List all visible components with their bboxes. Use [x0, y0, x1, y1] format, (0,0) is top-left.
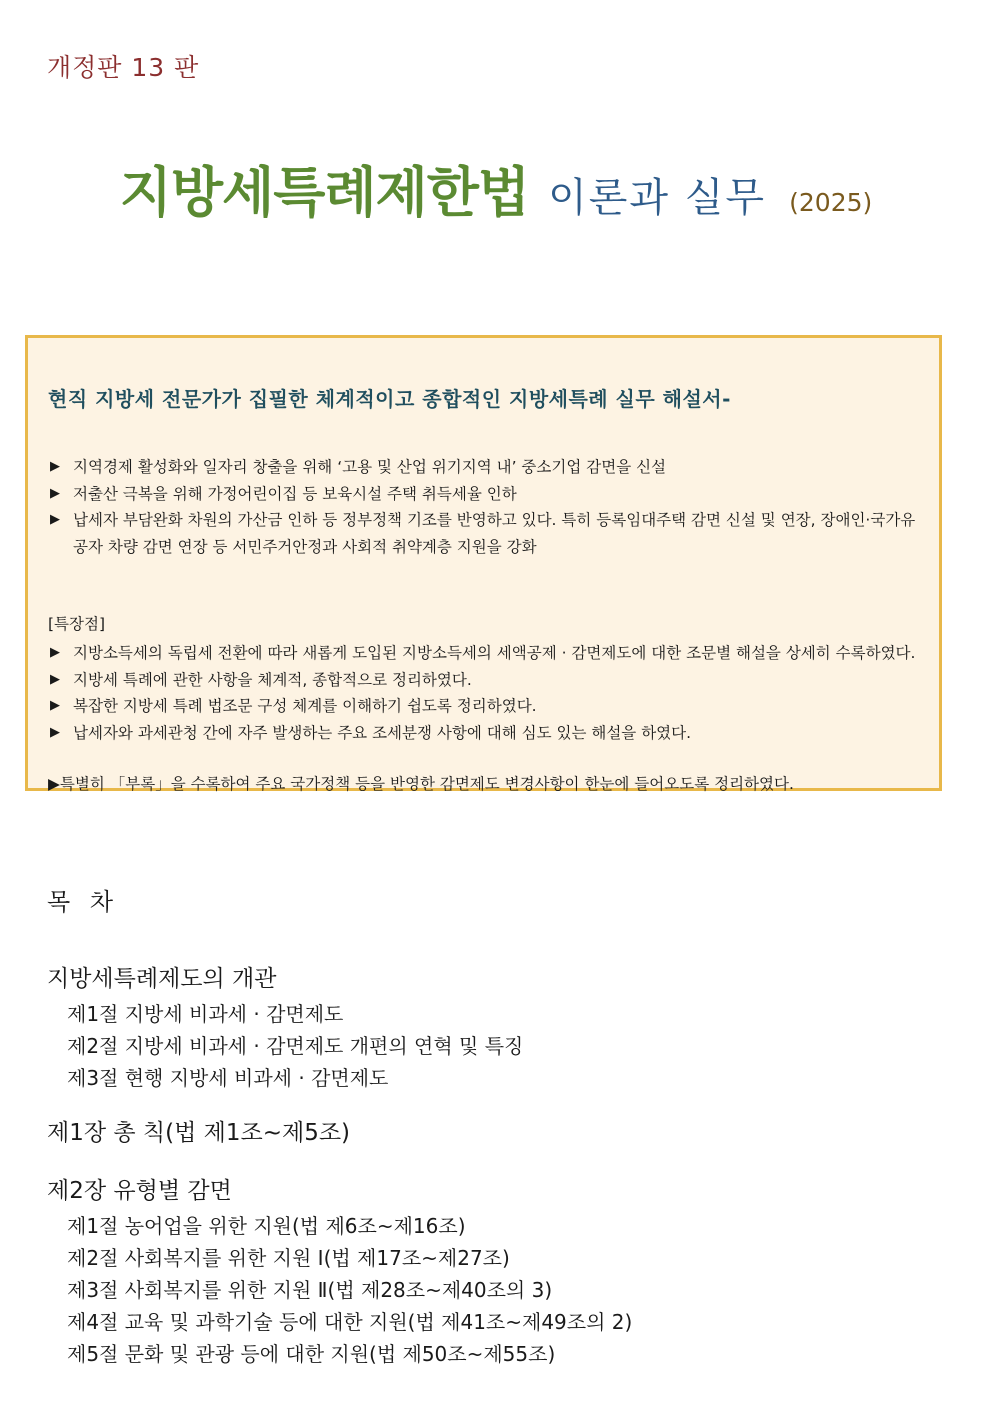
book-title	[0, 150, 992, 227]
triangle-bullet-icon: ▶	[50, 459, 60, 474]
toc-heading: 목 차	[47, 888, 119, 916]
list-item-text: 복잡한 지방세 특례 법조문 구성 체계를 이해하기 쉽도록 정리하였다.	[73, 697, 537, 715]
toc-section-title: 지방세특례제도의 개관	[47, 966, 277, 992]
key-points-list	[48, 454, 928, 560]
list-item-text: 납세자 부담완화 차원의 가산금 인하 등 정부정책 기조를 반영하고 있다. 특히 등록임대주택 감면 신설 및 연장, 장애인·국가유공자 차량 감면 연장 등 서민주거안정과 사회적 취약계층 지원을 강화	[73, 511, 916, 556]
list-item-text: 지방세 특례에 관한 사항을 체계적, 종합적으로 정리하였다.	[73, 670, 472, 689]
title-main: 지방세특례제한법	[119, 161, 530, 224]
features-list	[48, 640, 928, 746]
toc-item: 제1절 지방세 비과세 · 감면제도	[67, 1002, 344, 1026]
toc-section	[47, 1172, 947, 1370]
toc-item: 제4절 교육 및 과학기술 등에 대한 지원(법 제41조~제49조의 2)	[67, 1310, 633, 1334]
list-item	[48, 640, 928, 667]
list-item-text: 납세자와 과세관청 간에 자주 발생하는 주요 조세분쟁 사항에 대해 심도 있는 해설을 하였다.	[73, 723, 692, 742]
toc-section	[47, 960, 947, 1094]
list-item	[48, 667, 928, 694]
toc-section-title: 제1장 총 칙(법 제1조~제5조)	[47, 1120, 351, 1146]
list-item	[48, 720, 928, 747]
list-item	[48, 693, 928, 720]
title-year: (2025)	[789, 188, 873, 217]
triangle-bullet-icon: ▶	[50, 671, 60, 687]
title-subtitle: 이론과 실무	[548, 175, 767, 221]
toc-item: 제5절 문화 및 관광 등에 대한 지원(법 제50조~제55조)	[67, 1342, 556, 1366]
triangle-bullet-icon: ▶	[50, 698, 60, 713]
toc-section-title: 제2장 유형별 감면	[47, 1178, 232, 1204]
toc-item: 제3절 사회복지를 위한 지원 Ⅱ(법 제28조~제40조의 3)	[67, 1278, 553, 1302]
features-label: [특장점]	[48, 615, 106, 633]
toc-section	[47, 1114, 947, 1152]
appendix-note: ▶특별히 「부록」을 수록하여 주요 국가정책 등을 반영한 감면제도 변경사항이 한눈에 들어오도록 정리하였다.	[48, 775, 794, 793]
triangle-bullet-icon: ▶	[50, 512, 60, 527]
list-item-text: 지방소득세의 독립세 전환에 따라 새롭게 도입된 지방소득세의 세액공제 · 감면제도에 대한 조문별 해설을 상세히 수록하였다.	[73, 644, 916, 662]
list-item	[48, 454, 928, 481]
promo-box	[25, 335, 942, 791]
promo-headline: 현직 지방세 전문가가 집필한 체계적이고 종합적인 지방세특례 실무 해설서-	[48, 387, 731, 411]
table-of-contents	[47, 960, 947, 1390]
triangle-bullet-icon: ▶	[50, 645, 60, 660]
list-item-text: 저출산 극복을 위해 가정어린이집 등 보육시설 주택 취득세율 인하	[73, 484, 517, 503]
toc-item: 제1절 농어업을 위한 지원(법 제6조~제16조)	[67, 1214, 466, 1238]
list-item	[48, 481, 928, 508]
list-item	[48, 507, 928, 560]
triangle-bullet-icon: ▶	[50, 485, 60, 501]
edition-label: 개정판 13 판	[47, 53, 200, 82]
list-item-text: 지역경제 활성화와 일자리 창출을 위해 ‘고용 및 산업 위기지역 내’ 중소기업 감면을 신설	[73, 458, 667, 476]
triangle-bullet-icon: ▶	[50, 724, 60, 740]
toc-item: 제2절 지방세 비과세 · 감면제도 개편의 연혁 및 특징	[67, 1034, 524, 1058]
toc-item: 제3절 현행 지방세 비과세 · 감면제도	[67, 1066, 389, 1090]
toc-item: 제2절 사회복지를 위한 지원 Ⅰ(법 제17조~제27조)	[67, 1246, 510, 1270]
